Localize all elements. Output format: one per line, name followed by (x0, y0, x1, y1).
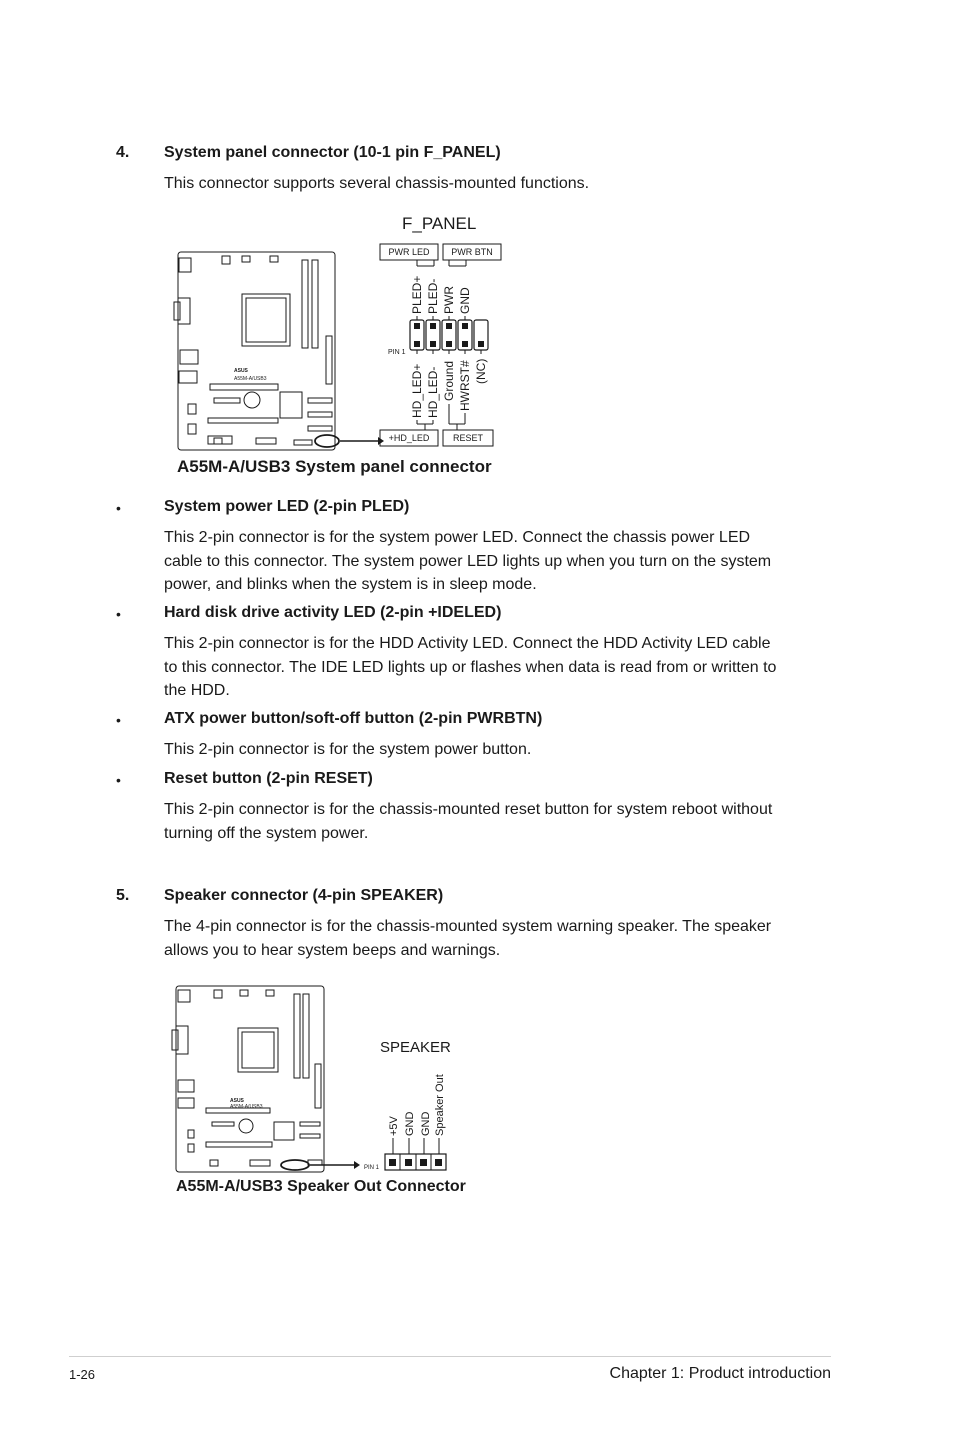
pointer-arrow (354, 1161, 360, 1169)
speaker-location-marker (281, 1160, 309, 1170)
bullet-marker: • (116, 500, 121, 516)
board-model-label: A55M-A/USB3 (230, 1104, 263, 1110)
bullet-reset-title: Reset button (2-pin RESET) (164, 770, 373, 787)
bullet-pled-body (164, 526, 771, 597)
body-line: to this connector. The IDE LED lights up or flashes when data is read from or written to (164, 658, 777, 676)
section-5-number: 5. (116, 887, 130, 904)
pwr-led-box: PWR LED (388, 247, 430, 257)
pin-label-speaker-out: Speaker Out (434, 1074, 446, 1136)
section-4-intro: This connector supports several chassis-mounted functions. (164, 175, 590, 192)
motherboard-illustration (174, 252, 335, 450)
pointer-arrow (378, 437, 384, 445)
pin-1-label: PIN 1 (388, 349, 406, 356)
bullet-hdd-led-body (164, 632, 776, 703)
pin-label-pwr: PWR (442, 286, 456, 314)
footer-rule (69, 1356, 831, 1357)
motherboard-illustration (172, 986, 324, 1172)
section-4-number: 4. (116, 144, 130, 161)
body-line: This 2-pin connector is for the system power button. (164, 741, 532, 758)
bullet-reset-body (164, 798, 772, 845)
body-line: This 2-pin connector is for the chassis-mounted reset button for system reboot without (164, 801, 773, 818)
bullet-pwrbtn-body (164, 738, 531, 762)
pin-label-hd-led-minus: HD_LED- (426, 366, 440, 418)
body-line: power, and blinks when the system is in sleep mode. (164, 576, 537, 593)
pin-label-hd-led-plus: HD_LED+ (410, 363, 424, 418)
pin-label-5v: +5V (388, 1116, 400, 1136)
bullet-pwrbtn-title: ATX power button/soft-off button (2-pin PWRBTN) (164, 710, 543, 727)
pin-label-hwrst: HWRST# (458, 360, 472, 411)
reset-box: RESET (452, 433, 484, 443)
f-panel-title: F_PANEL (402, 214, 477, 233)
body-line: This 2-pin connector is for the HDD Activity LED. Connect the HDD Activity LED cable (164, 635, 771, 652)
pin-label-nc: (NC) (474, 358, 488, 384)
speaker-title: SPEAKER (380, 1039, 451, 1056)
f-panel-pin-header (410, 320, 488, 350)
speaker-diagram (170, 982, 460, 1178)
pin-label-pled-plus: PLED+ (410, 275, 424, 314)
section-4-title: System panel connector (10-1 pin F_PANEL) (164, 144, 501, 161)
pwr-btn-box: PWR BTN (451, 247, 493, 257)
body-line: cable to this connector. The system power LED lights up when you turn on the system (164, 552, 772, 570)
speaker-caption: A55M-A/USB3 Speaker Out Connector (176, 1178, 466, 1195)
hd-led-box: +HD_LED (388, 433, 430, 443)
bullet-marker: • (116, 772, 121, 788)
body-line: The 4-pin connector is for the chassis-mounted system warning speaker. The speaker (164, 918, 772, 935)
section-5-body (164, 915, 771, 962)
board-model-label: A55M-A/USB3 (234, 376, 267, 382)
pin-label-gnd: GND (458, 287, 472, 314)
bullet-marker: • (116, 712, 121, 728)
f-panel-caption: A55M-A/USB3 System panel connector (177, 457, 492, 476)
section-5-title: Speaker connector (4-pin SPEAKER) (164, 887, 444, 904)
body-line: the HDD. (164, 682, 230, 699)
chapter-title: Chapter 1: Product introduction (609, 1365, 831, 1382)
body-line: This 2-pin connector is for the system power LED. Connect the chassis power LED (164, 529, 751, 546)
pin-label-gnd-1: GND (404, 1111, 416, 1136)
speaker-pin-header (385, 1154, 446, 1170)
pin-label-ground: Ground (442, 360, 456, 401)
pin-label-gnd-2: GND (420, 1111, 432, 1136)
bullet-pled-title: System power LED (2-pin PLED) (164, 498, 410, 515)
board-brand: ASUS (234, 368, 248, 374)
body-line: allows you to hear system beeps and warnings. (164, 941, 501, 959)
page-number: 1-26 (69, 1367, 96, 1382)
bullet-marker: • (116, 606, 121, 622)
f-panel-diagram (170, 208, 530, 456)
pin-1-label: PIN 1 (364, 1165, 380, 1171)
body-line: turning off the system power. (164, 824, 369, 842)
board-brand: ASUS (230, 1098, 244, 1104)
pin-label-pled-minus: PLED- (426, 278, 440, 314)
bullet-hdd-led-title: Hard disk drive activity LED (2-pin +IDELED) (164, 604, 502, 621)
